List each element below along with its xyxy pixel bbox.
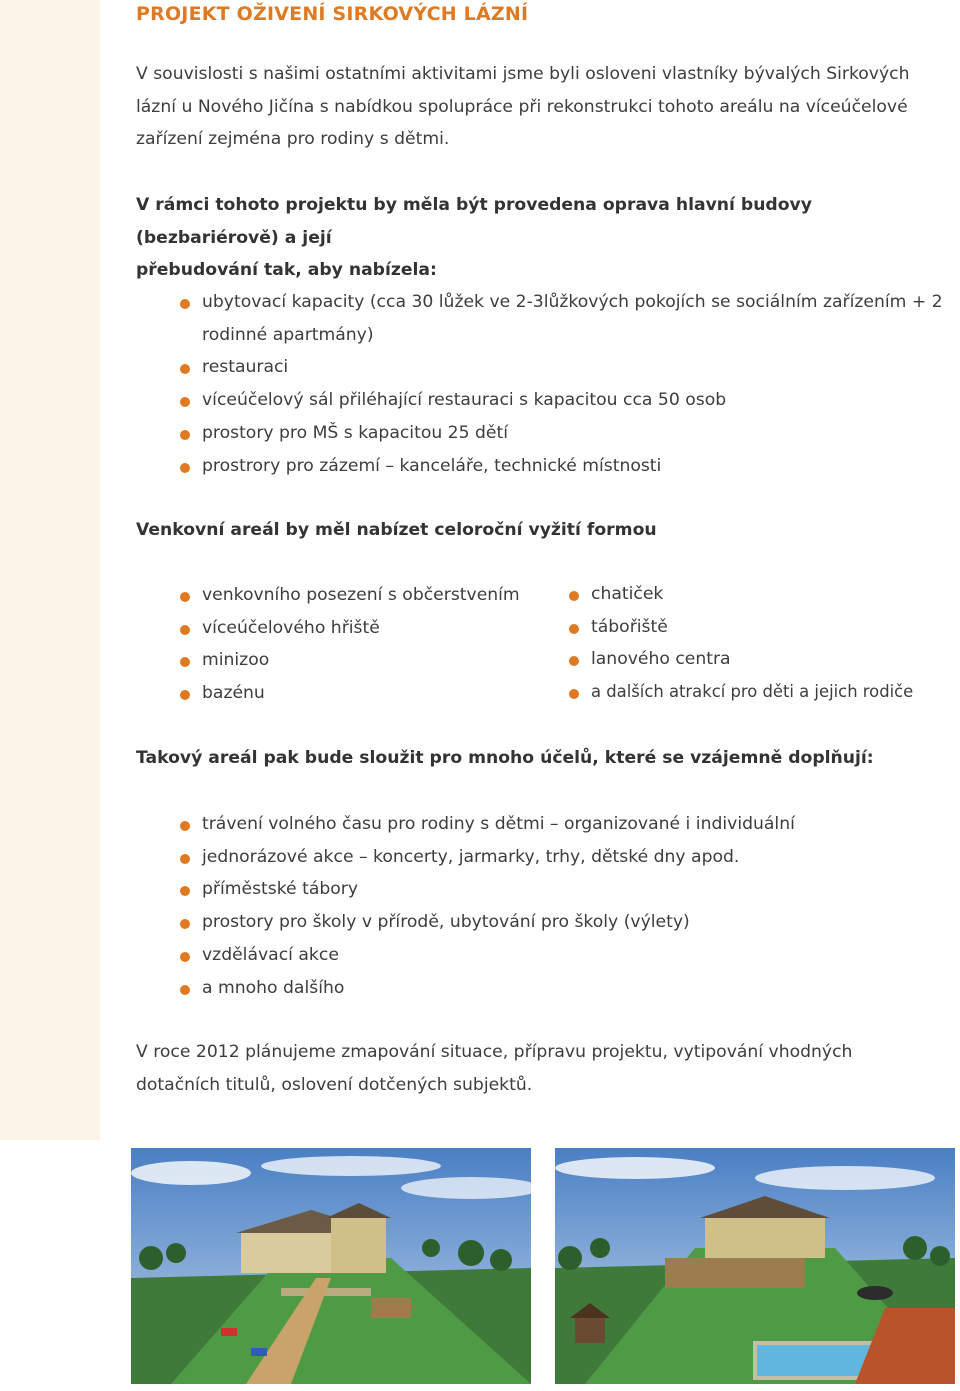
- list-item-text: prostrory pro zázemí – kanceláře, technické místnosti: [202, 455, 662, 476]
- bullet-dot-icon: [180, 364, 190, 374]
- list-item-text: trávení volného času pro rodiny s dětmi – organizované i individuální: [202, 814, 795, 834]
- list-item: [180, 351, 950, 384]
- list-item-text: víceúčelového hřiště: [202, 617, 380, 638]
- list-item: [180, 579, 550, 612]
- bullet-dot-icon: [569, 591, 579, 601]
- list-item-text: ubytovací kapacity (cca 30 lůžek ve 2-3lůžkových pokojích se sociálním zařízením + 2: [202, 292, 943, 312]
- list-item-text: a dalších atrakcí pro děti a jejich rodiče: [591, 682, 914, 702]
- list-item-text: tábořiště: [591, 616, 668, 637]
- intro-line: zařízení zejména pro rodiny s dětmi.: [136, 129, 450, 149]
- list-item-text: vzdělávací akce: [202, 944, 339, 965]
- list-item-text: rodinné apartmány): [202, 324, 374, 345]
- list-item: [180, 677, 550, 710]
- bullet-dot-icon: [180, 952, 190, 962]
- bullet-dot-icon: [569, 689, 579, 699]
- bullet-dot-icon: [569, 624, 579, 634]
- list-item: [180, 939, 950, 972]
- list-item: [180, 384, 950, 417]
- list-item: [569, 611, 954, 644]
- area-render-image-left: [131, 1148, 531, 1384]
- bullet-dot-icon: [180, 625, 190, 635]
- bullet-dot-icon: [180, 886, 190, 896]
- bullet-dot-icon: [180, 657, 190, 667]
- list-item-text: bazénu: [202, 683, 265, 704]
- list-item-text: chatiček: [591, 584, 664, 604]
- closing-line: V roce 2012 plánujeme zmapování situace, přípravu projektu, vytipování vhodných: [136, 1042, 853, 1062]
- list-item-text: minizoo: [202, 650, 270, 671]
- intro-line: lázní u Nového Jičína s nabídkou spolupráce při rekonstrukci tohoto areálu na víceúčelové: [136, 96, 908, 117]
- list-item-text: víceúčelový sál přiléhající restauraci s kapacitou cca 50 osob: [202, 390, 727, 411]
- list-item: [180, 841, 950, 874]
- closing-line: dotačních titulů, oslovení dotčených subjektů.: [136, 1074, 533, 1095]
- project-heading-line: přebudování tak, aby nabízela:: [136, 260, 437, 280]
- render-illustration: [131, 1148, 531, 1384]
- intro-line: V souvislosti s našimi ostatními aktivitami jsme byli osloveni vlastníky bývalých Sirkových: [136, 64, 910, 84]
- bullet-dot-icon: [180, 430, 190, 440]
- list-item-text: a mnoho dalšího: [202, 977, 345, 998]
- area-render-image-right: [555, 1148, 955, 1384]
- project-heading: [136, 189, 936, 287]
- list-item: [180, 873, 950, 906]
- page-title: PROJEKT OŽIVENÍ SIRKOVÝCH LÁZNÍ: [136, 3, 529, 25]
- list-item: [180, 972, 950, 1005]
- render-illustration: [555, 1148, 955, 1384]
- bullet-dot-icon: [180, 821, 190, 831]
- list-item: [180, 450, 950, 483]
- list-item: [180, 286, 950, 351]
- list-item-text: lanového centra: [591, 649, 731, 670]
- project-heading-line: V rámci tohoto projektu by měla být provedena oprava hlavní budovy (bezbariérově) a její: [136, 195, 812, 248]
- list-item: [569, 676, 954, 709]
- list-item: [180, 612, 550, 645]
- list-item-text: jednorázové akce – koncerty, jarmarky, trhy, dětské dny apod.: [202, 846, 740, 867]
- list-item: [180, 644, 550, 677]
- outdoor-list-right: [569, 578, 954, 709]
- bullet-dot-icon: [180, 299, 190, 309]
- list-item-text: venkovního posezení s občerstvením: [202, 585, 520, 605]
- bullet-dot-icon: [180, 463, 190, 473]
- list-item-text: příměstské tábory: [202, 879, 359, 900]
- list-item: [180, 417, 950, 450]
- list-item: [569, 643, 954, 676]
- list-item-text: restauraci: [202, 357, 289, 378]
- list-item-text: prostory pro školy v přírodě, ubytování pro školy (výlety): [202, 912, 690, 933]
- list-item: [569, 578, 954, 611]
- bullet-dot-icon: [180, 592, 190, 602]
- outdoor-heading: Venkovní areál by měl nabízet celoroční vyžití formou: [136, 520, 657, 540]
- building-list: [180, 286, 950, 482]
- left-decorative-strip: [0, 0, 100, 1140]
- intro-paragraph: [136, 58, 936, 156]
- bullet-dot-icon: [180, 854, 190, 864]
- bullet-dot-icon: [180, 397, 190, 407]
- bullet-dot-icon: [180, 690, 190, 700]
- closing-paragraph: [136, 1036, 936, 1101]
- bullet-dot-icon: [180, 919, 190, 929]
- bullet-dot-icon: [180, 985, 190, 995]
- bullet-dot-icon: [569, 656, 579, 666]
- list-item-text: prostory pro MŠ s kapacitou 25 dětí: [202, 422, 509, 443]
- outdoor-list-left: [180, 579, 550, 710]
- list-item: [180, 808, 950, 841]
- list-item: [180, 906, 950, 939]
- purpose-heading: Takový areál pak bude sloužit pro mnoho účelů, které se vzájemně doplňují:: [136, 748, 874, 768]
- purpose-list: [180, 808, 950, 1004]
